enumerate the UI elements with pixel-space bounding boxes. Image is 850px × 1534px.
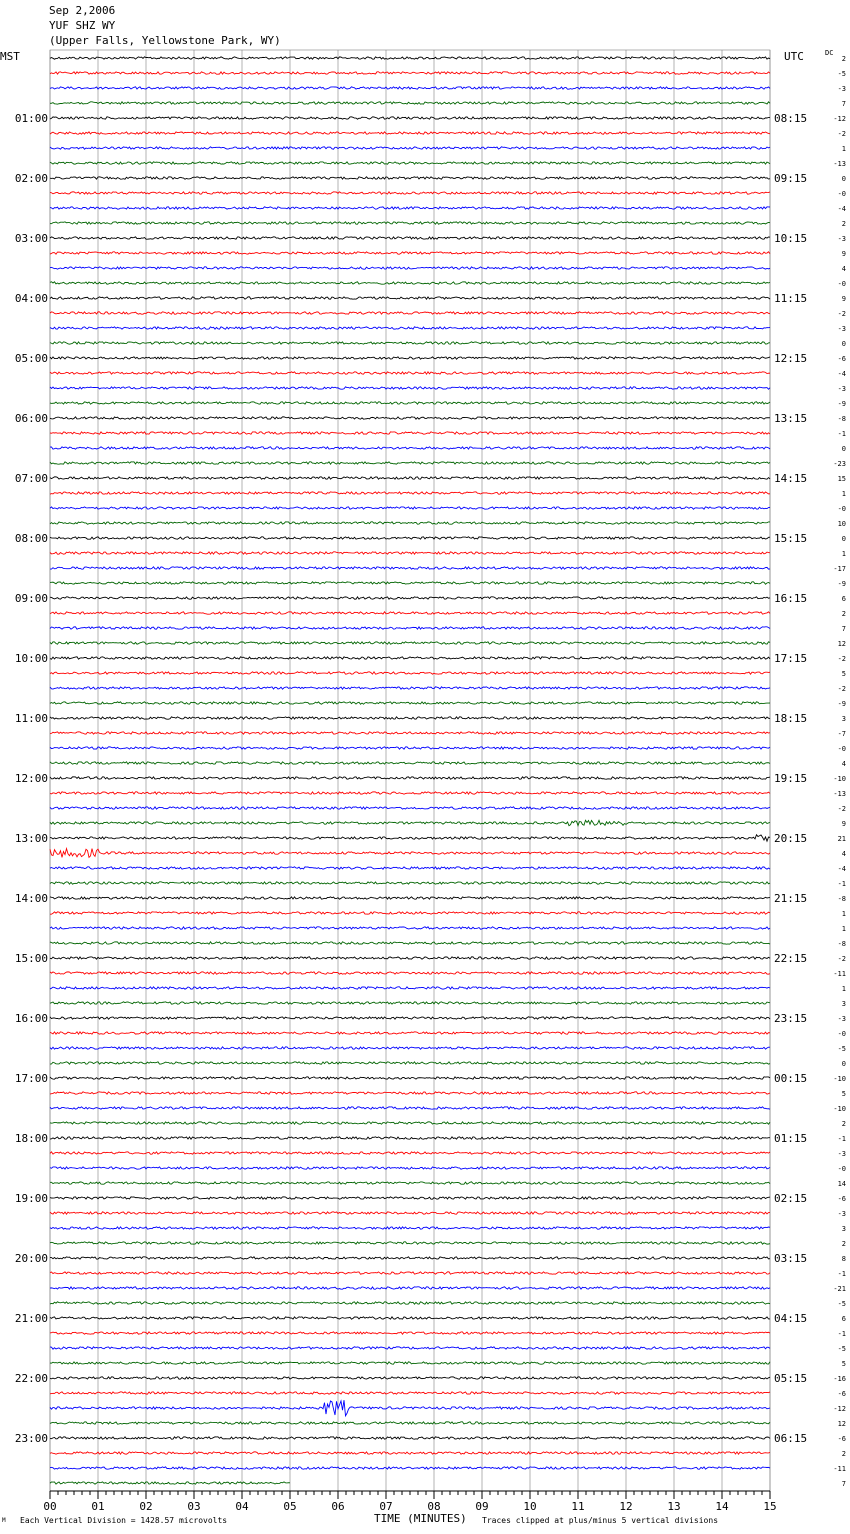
left-hour-label: 03:00: [14, 232, 48, 245]
dc-offset-label: 1: [841, 145, 846, 153]
x-tick-label: 03: [187, 1500, 201, 1513]
trace-blue: [50, 267, 770, 269]
dc-offset-label: -3: [837, 1210, 846, 1218]
footer-mark: M: [2, 1517, 6, 1524]
left-hour-label: 07:00: [14, 472, 48, 485]
trace-black: [50, 1257, 770, 1259]
x-tick-label: 09: [475, 1500, 489, 1513]
right-hour-label: 01:15: [774, 1132, 808, 1145]
trace-black: [50, 1437, 770, 1439]
right-hour-label: 23:15: [774, 1012, 808, 1025]
left-hour-label: 20:00: [14, 1252, 48, 1265]
left-hour-label: 18:00: [14, 1132, 48, 1145]
trace-blue: [50, 1107, 770, 1109]
trace-green: [50, 1302, 770, 1304]
dc-offset-label: 1: [841, 490, 846, 498]
right-hour-label: 18:15: [774, 712, 808, 725]
dc-offset-label: 4: [841, 850, 846, 858]
right-hour-label: 19:15: [774, 772, 808, 785]
trace-blue: [50, 987, 770, 989]
left-hour-label: 01:00: [14, 112, 48, 125]
dc-offset-label: 2: [841, 55, 846, 63]
scale-note: Each Vertical Division = 1428.57 microvolts: [20, 1516, 228, 1525]
dc-offset-label: -0: [837, 280, 846, 288]
x-tick-label: 10: [523, 1500, 537, 1513]
left-timezone-label: MST: [0, 50, 20, 63]
dc-offset-label: -10: [833, 1075, 846, 1083]
trace-red: [50, 192, 770, 194]
trace-red: [50, 1032, 770, 1034]
trace-red: [50, 492, 770, 494]
dc-offset-label: -1: [837, 1330, 846, 1338]
right-hour-label: 11:15: [774, 292, 808, 305]
dc-offset-label: 3: [841, 1000, 846, 1008]
trace-red: [50, 1392, 770, 1394]
left-hour-label: 22:00: [14, 1372, 48, 1385]
trace-blue: [50, 927, 770, 929]
dc-offset-label: -7: [837, 730, 846, 738]
trace-black: [50, 297, 770, 299]
x-tick-label: 11: [571, 1500, 585, 1513]
x-tick-label: 01: [91, 1500, 105, 1513]
header-date: Sep 2,2006: [49, 4, 116, 17]
x-tick-label: 15: [763, 1500, 777, 1513]
trace-green: [50, 882, 770, 884]
trace-black: [50, 897, 770, 899]
trace-green: [50, 942, 770, 944]
dc-offset-label: -8: [837, 940, 846, 948]
right-hour-label: 21:15: [774, 892, 808, 905]
dc-offset-label: -0: [837, 745, 846, 753]
dc-offset-label: 5: [841, 1360, 846, 1368]
trace-black: [50, 117, 770, 119]
dc-column-label: DC: [825, 49, 834, 57]
plot-frame: [50, 50, 770, 1491]
dc-offset-label: 1: [841, 925, 846, 933]
trace-green: [50, 522, 770, 524]
trace-blue: [50, 1227, 770, 1229]
trace-red: [50, 912, 770, 914]
dc-offset-label: 2: [841, 610, 846, 618]
trace-blue: [50, 207, 770, 209]
dc-offset-label: -2: [837, 805, 846, 813]
dc-offset-label: -6: [837, 355, 846, 363]
dc-offset-label: 10: [837, 520, 846, 528]
trace-blue: [50, 447, 770, 449]
left-hour-label: 12:00: [14, 772, 48, 785]
right-hour-label: 06:15: [774, 1432, 808, 1445]
trace-black: [50, 1197, 770, 1199]
trace-green: [50, 1002, 770, 1004]
dc-offset-label: -2: [837, 685, 846, 693]
dc-offset-label: 3: [841, 715, 846, 723]
trace-green: [50, 1482, 290, 1484]
trace-green: [50, 1122, 770, 1124]
dc-offset-label: -1: [837, 1135, 846, 1143]
trace-red: [50, 732, 770, 734]
dc-offset-label: 0: [841, 1060, 846, 1068]
x-tick-label: 07: [379, 1500, 393, 1513]
trace-red: [50, 672, 770, 674]
trace-blue: [50, 327, 770, 329]
dc-offset-label: 7: [841, 100, 846, 108]
dc-offset-label: 9: [841, 295, 846, 303]
left-hour-label: 02:00: [14, 172, 48, 185]
left-hour-label: 06:00: [14, 412, 48, 425]
right-hour-label: 14:15: [774, 472, 808, 485]
trace-black: [50, 777, 770, 779]
trace-black: [50, 1317, 770, 1319]
left-hour-label: 10:00: [14, 652, 48, 665]
dc-offset-label: 6: [841, 1315, 846, 1323]
right-hour-label: 22:15: [774, 952, 808, 965]
dc-offset-label: -6: [837, 1390, 846, 1398]
dc-offset-label: 9: [841, 820, 846, 828]
dc-offset-label: -11: [833, 1465, 846, 1473]
dc-offset-label: 8: [841, 1255, 846, 1263]
left-hour-label: 21:00: [14, 1312, 48, 1325]
dc-offset-label: 12: [837, 640, 846, 648]
dc-offset-label: 6: [841, 595, 846, 603]
trace-blue: [50, 567, 770, 569]
header-station: YUF SHZ WY: [49, 19, 116, 32]
trace-green: [50, 1062, 770, 1064]
trace-blue: [50, 687, 770, 689]
trace-blue: [50, 87, 770, 89]
dc-offset-label: 7: [841, 625, 846, 633]
trace-blue: [50, 1467, 770, 1469]
dc-offset-label: -12: [833, 1405, 846, 1413]
trace-black: [50, 957, 770, 959]
left-hour-label: 09:00: [14, 592, 48, 605]
right-hour-label: 03:15: [774, 1252, 808, 1265]
trace-blue: [50, 867, 770, 869]
trace-red: [50, 792, 770, 794]
right-hour-label: 09:15: [774, 172, 808, 185]
left-hour-label: 04:00: [14, 292, 48, 305]
right-hour-label: 12:15: [774, 352, 808, 365]
dc-offset-label: -3: [837, 385, 846, 393]
trace-green: [50, 1182, 770, 1184]
trace-black: [50, 597, 770, 599]
x-tick-label: 06: [331, 1500, 345, 1513]
trace-blue: [50, 1287, 770, 1289]
dc-offset-label: -0: [837, 1165, 846, 1173]
dc-offset-label: -2: [837, 310, 846, 318]
trace-red: [50, 1452, 770, 1454]
x-tick-label: 02: [139, 1500, 153, 1513]
dc-offset-label: -3: [837, 1015, 846, 1023]
trace-red: [50, 372, 770, 374]
right-hour-label: 02:15: [774, 1192, 808, 1205]
trace-red: [50, 1212, 770, 1214]
dc-offset-label: -10: [833, 775, 846, 783]
dc-offset-label: -16: [833, 1375, 846, 1383]
dc-offset-label: 3: [841, 1225, 846, 1233]
trace-red: [50, 252, 770, 254]
trace-green: [50, 702, 770, 704]
dc-offset-label: -8: [837, 415, 846, 423]
right-hour-label: 04:15: [774, 1312, 808, 1325]
dc-offset-label: -5: [837, 70, 846, 78]
left-hour-label: 19:00: [14, 1192, 48, 1205]
trace-red: [50, 972, 770, 974]
left-hour-label: 15:00: [14, 952, 48, 965]
dc-offset-label: -0: [837, 190, 846, 198]
header-location: (Upper Falls, Yellowstone Park, WY): [49, 34, 281, 47]
dc-offset-label: 0: [841, 445, 846, 453]
x-tick-label: 05: [283, 1500, 297, 1513]
dc-offset-label: -13: [833, 160, 846, 168]
dc-offset-label: -21: [833, 1285, 846, 1293]
dc-offset-label: -4: [837, 205, 846, 213]
dc-offset-label: 4: [841, 760, 846, 768]
trace-red: [50, 432, 770, 434]
dc-offset-label: 7: [841, 1480, 846, 1488]
dc-offset-label: -6: [837, 1435, 846, 1443]
right-hour-label: 15:15: [774, 532, 808, 545]
dc-offset-label: -2: [837, 130, 846, 138]
trace-green: [50, 1422, 770, 1424]
trace-red: [50, 552, 770, 554]
dc-offset-label: -9: [837, 580, 846, 588]
left-hour-label: 23:00: [14, 1432, 48, 1445]
dc-offset-label: -3: [837, 1150, 846, 1158]
dc-offset-label: 5: [841, 670, 846, 678]
x-tick-label: 13: [667, 1500, 681, 1513]
left-hour-label: 05:00: [14, 352, 48, 365]
dc-offset-label: -5: [837, 1045, 846, 1053]
trace-green: [50, 342, 770, 344]
right-hour-label: 05:15: [774, 1372, 808, 1385]
trace-blue: [50, 507, 770, 509]
dc-offset-label: -6: [837, 1195, 846, 1203]
dc-offset-label: -9: [837, 700, 846, 708]
trace-green: [50, 582, 770, 584]
dc-offset-label: -10: [833, 1105, 846, 1113]
trace-green: [50, 642, 770, 644]
dc-offset-label: -11: [833, 970, 846, 978]
dc-offset-label: -9: [837, 400, 846, 408]
trace-blue: [50, 747, 770, 749]
dc-offset-label: -5: [837, 1345, 846, 1353]
trace-blue: [50, 147, 770, 149]
right-hour-label: 00:15: [774, 1072, 808, 1085]
dc-offset-label: 1: [841, 985, 846, 993]
trace-black: [50, 1137, 770, 1139]
trace-red: [50, 72, 770, 74]
dc-offset-label: 15: [837, 475, 846, 483]
right-hour-label: 08:15: [774, 112, 808, 125]
left-hour-label: 14:00: [14, 892, 48, 905]
trace-red: [50, 1152, 770, 1154]
trace-red: [50, 1332, 770, 1334]
trace-green: [50, 222, 770, 224]
x-tick-label: 08: [427, 1500, 441, 1513]
x-tick-label: 00: [43, 1500, 57, 1513]
dc-offset-label: -13: [833, 790, 846, 798]
dc-offset-label: 4: [841, 265, 846, 273]
right-hour-label: 17:15: [774, 652, 808, 665]
dc-offset-label: 0: [841, 535, 846, 543]
dc-offset-label: -1: [837, 880, 846, 888]
trace-blue: [50, 1167, 770, 1169]
dc-offset-label: 21: [837, 835, 846, 843]
trace-blue: [50, 1347, 770, 1349]
trace-blue: [50, 1047, 770, 1049]
x-tick-label: 12: [619, 1500, 633, 1513]
trace-black: [50, 57, 770, 59]
trace-black: [50, 357, 770, 359]
trace-red: [50, 1092, 770, 1094]
dc-offset-label: 0: [841, 175, 846, 183]
dc-offset-label: -1: [837, 1270, 846, 1278]
trace-green: [50, 282, 770, 284]
trace-black: [50, 177, 770, 179]
trace-blue: [50, 807, 770, 809]
dc-offset-label: -2: [837, 955, 846, 963]
trace-black: [50, 1377, 770, 1379]
dc-offset-label: -17: [833, 565, 846, 573]
dc-offset-label: -23: [833, 460, 846, 468]
x-tick-label: 14: [715, 1500, 729, 1513]
dc-offset-label: -3: [837, 325, 846, 333]
dc-offset-label: 5: [841, 1090, 846, 1098]
trace-blue: [50, 387, 770, 389]
trace-black: [50, 717, 770, 719]
trace-red: [50, 1272, 770, 1274]
trace-blue: [50, 627, 770, 629]
dc-offset-label: 1: [841, 550, 846, 558]
trace-green: [50, 102, 770, 104]
trace-red: [50, 132, 770, 134]
trace-green: [50, 820, 770, 825]
left-hour-label: 13:00: [14, 832, 48, 845]
x-axis-title: TIME (MINUTES): [374, 1512, 467, 1525]
right-hour-label: 20:15: [774, 832, 808, 845]
trace-green: [50, 762, 770, 764]
trace-black: [50, 237, 770, 239]
dc-offset-label: -1: [837, 430, 846, 438]
x-tick-label: 04: [235, 1500, 249, 1513]
dc-offset-label: -4: [837, 370, 846, 378]
dc-offset-label: -0: [837, 505, 846, 513]
dc-offset-label: -5: [837, 1300, 846, 1308]
clip-note: Traces clipped at plus/minus 5 vertical divisions: [482, 1516, 719, 1525]
dc-offset-label: -4: [837, 865, 846, 873]
trace-green: [50, 1362, 770, 1364]
left-hour-label: 11:00: [14, 712, 48, 725]
trace-red: [50, 612, 770, 614]
trace-red: [50, 312, 770, 314]
trace-black: [50, 477, 770, 479]
dc-offset-label: -12: [833, 115, 846, 123]
dc-offset-label: 9: [841, 250, 846, 258]
dc-offset-label: -3: [837, 235, 846, 243]
dc-offset-label: 2: [841, 1450, 846, 1458]
left-hour-label: 08:00: [14, 532, 48, 545]
dc-offset-label: 2: [841, 1240, 846, 1248]
right-hour-label: 10:15: [774, 232, 808, 245]
trace-green: [50, 462, 770, 464]
dc-offset-label: -0: [837, 1030, 846, 1038]
left-hour-label: 17:00: [14, 1072, 48, 1085]
trace-black: [50, 417, 770, 419]
right-timezone-label: UTC: [784, 50, 804, 63]
dc-offset-label: -3: [837, 85, 846, 93]
trace-black: [50, 657, 770, 659]
dc-offset-label: 2: [841, 1120, 846, 1128]
dc-offset-label: 0: [841, 340, 846, 348]
dc-offset-label: 14: [837, 1180, 846, 1188]
dc-offset-label: 2: [841, 220, 846, 228]
left-hour-label: 16:00: [14, 1012, 48, 1025]
dc-offset-label: 12: [837, 1420, 846, 1428]
trace-black: [50, 537, 770, 539]
dc-offset-label: -2: [837, 655, 846, 663]
trace-green: [50, 1242, 770, 1244]
trace-red: [50, 849, 770, 858]
right-hour-label: 16:15: [774, 592, 808, 605]
dc-offset-label: 1: [841, 910, 846, 918]
right-hour-label: 13:15: [774, 412, 808, 425]
trace-black: [50, 835, 770, 841]
trace-black: [50, 1017, 770, 1019]
trace-green: [50, 402, 770, 404]
dc-offset-label: -8: [837, 895, 846, 903]
trace-green: [50, 162, 770, 164]
trace-black: [50, 1077, 770, 1079]
trace-blue: [50, 1400, 770, 1416]
